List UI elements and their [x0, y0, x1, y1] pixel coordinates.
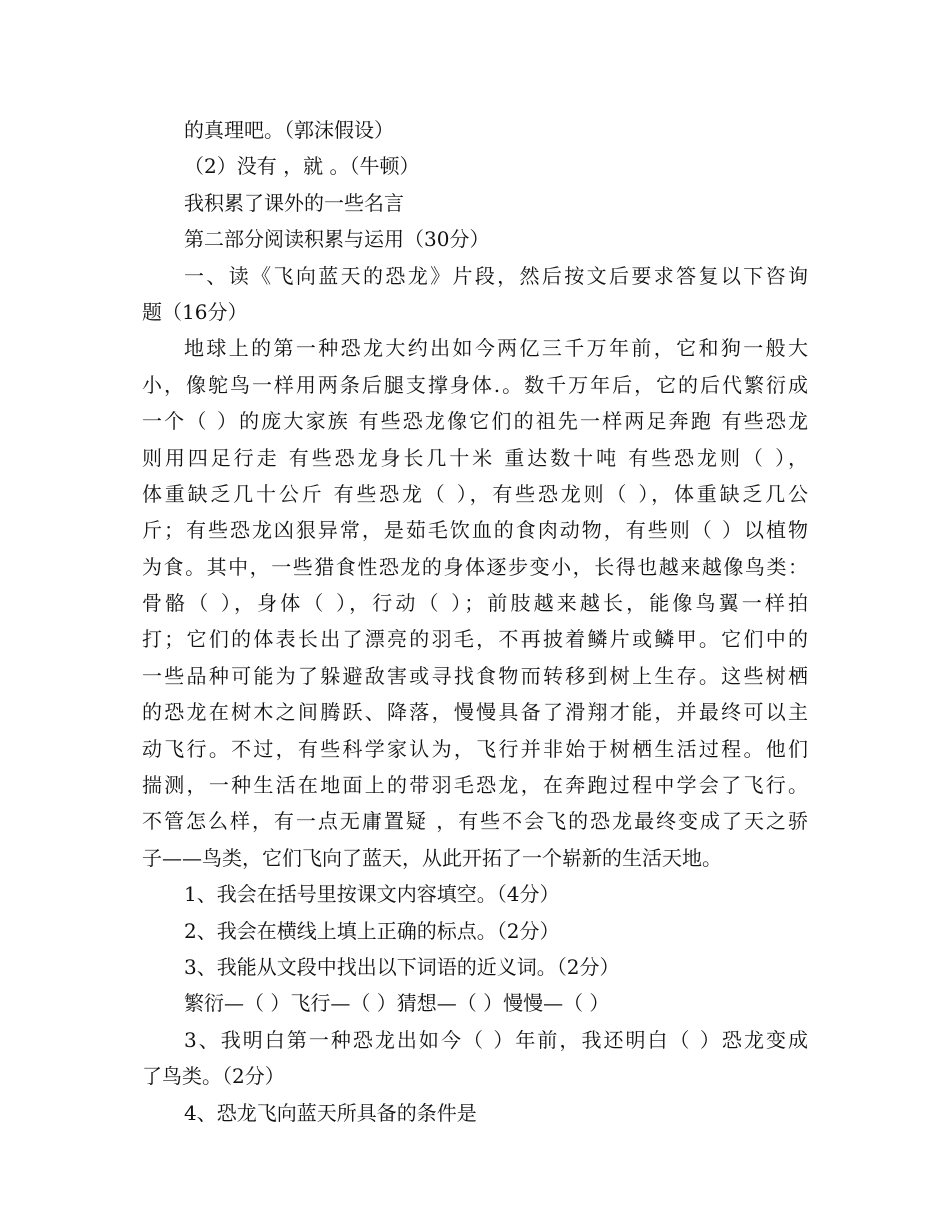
passage-line: 体重缺乏几十公斤 有些恐龙（ ），有些恐龙则（ ），体重缺乏几公: [142, 481, 808, 506]
question-item: 2、我会在横线上填上正确的标点。（2分）: [184, 918, 560, 943]
passage-line: 骨骼（ ），身体（ ），行动（ ）；前肢越来越长，能像鸟翼一样拍: [142, 591, 808, 616]
question-item: 3、我明白第一种恐龙出如今（ ）年前，我还明白（ ）恐龙变成: [184, 1027, 808, 1052]
passage-line: 一个（ ）的庞大家族 有些恐龙像它们的祖先一样两足奔跑 有些恐龙: [142, 409, 808, 434]
question-item: 3、我能从文段中找出以下词语的近义词。（2分）: [184, 954, 620, 979]
question-item: 1、我会在括号里按课文内容填空。（4分）: [184, 882, 560, 907]
question-heading: 一、读《飞向蓝天的恐龙》片段，然后按文后要求答复以下咨询: [184, 263, 808, 288]
passage-line: 为食。其中，一些猎食性恐龙的身体逐步变小，长得也越来越像鸟类：: [142, 554, 808, 579]
passage-line: 子——鸟类，它们飞向了蓝天，从此开拓了一个崭新的生活天地。: [142, 845, 722, 870]
passage-line: 小，像鸵鸟一样用两条后腿支撑身体.。数千万年后，它的后代繁衍成: [142, 372, 808, 397]
passage-line: 则用四足行走 有些恐龙身长几十米 重达数十吨 有些恐龙则（ ），: [142, 445, 808, 470]
question-item: 4、恐龙飞向蓝天所具备的条件是: [184, 1100, 477, 1125]
passage-line: 揣测，一种生活在地面上的带羽毛恐龙，在奔跑过程中学会了飞行。: [142, 773, 808, 798]
text-line: 我积累了课外的一些名言: [184, 190, 404, 215]
question-item: 了鸟类。（2分）: [142, 1064, 285, 1089]
passage-line: 一些品种可能为了躲避敌害或寻找食物而转移到树上生存。这些树栖: [142, 663, 808, 688]
question-heading: 题（16分）: [142, 299, 248, 324]
question-item: 繁衍—（ ）飞行—（ ）猜想—（ ）慢慢—（ ）: [184, 991, 610, 1016]
passage-line: 不管怎么样，有一点无庸置疑 ，有些不会飞的恐龙最终变成了天之骄: [142, 809, 808, 834]
document-body: [142, 112, 808, 1131]
text-line: （2）没有 ，就 。（牛顿）: [184, 154, 420, 179]
text-line: 的真理吧。（郭沫假设）: [184, 118, 394, 142]
passage-line: 的恐龙在树木之间腾跃、降落，慢慢具备了滑翔才能，并最终可以主: [142, 700, 808, 725]
passage-line: 打；它们的体表长出了漂亮的羽毛，不再披着鳞片或鳞甲。它们中的: [142, 627, 808, 652]
passage-line: 斤；有些恐龙凶狠异常，是茹毛饮血的食肉动物，有些则（ ）以植物: [142, 518, 808, 543]
passage-line: 地球上的第一种恐龙大约出如今两亿三千万年前，它和狗一般大: [184, 336, 808, 361]
section-heading: 第二部分阅读积累与运用（30分）: [184, 227, 490, 252]
passage-line: 动飞行。不过，有些科学家认为，飞行并非始于树栖生活过程。他们: [142, 736, 808, 761]
